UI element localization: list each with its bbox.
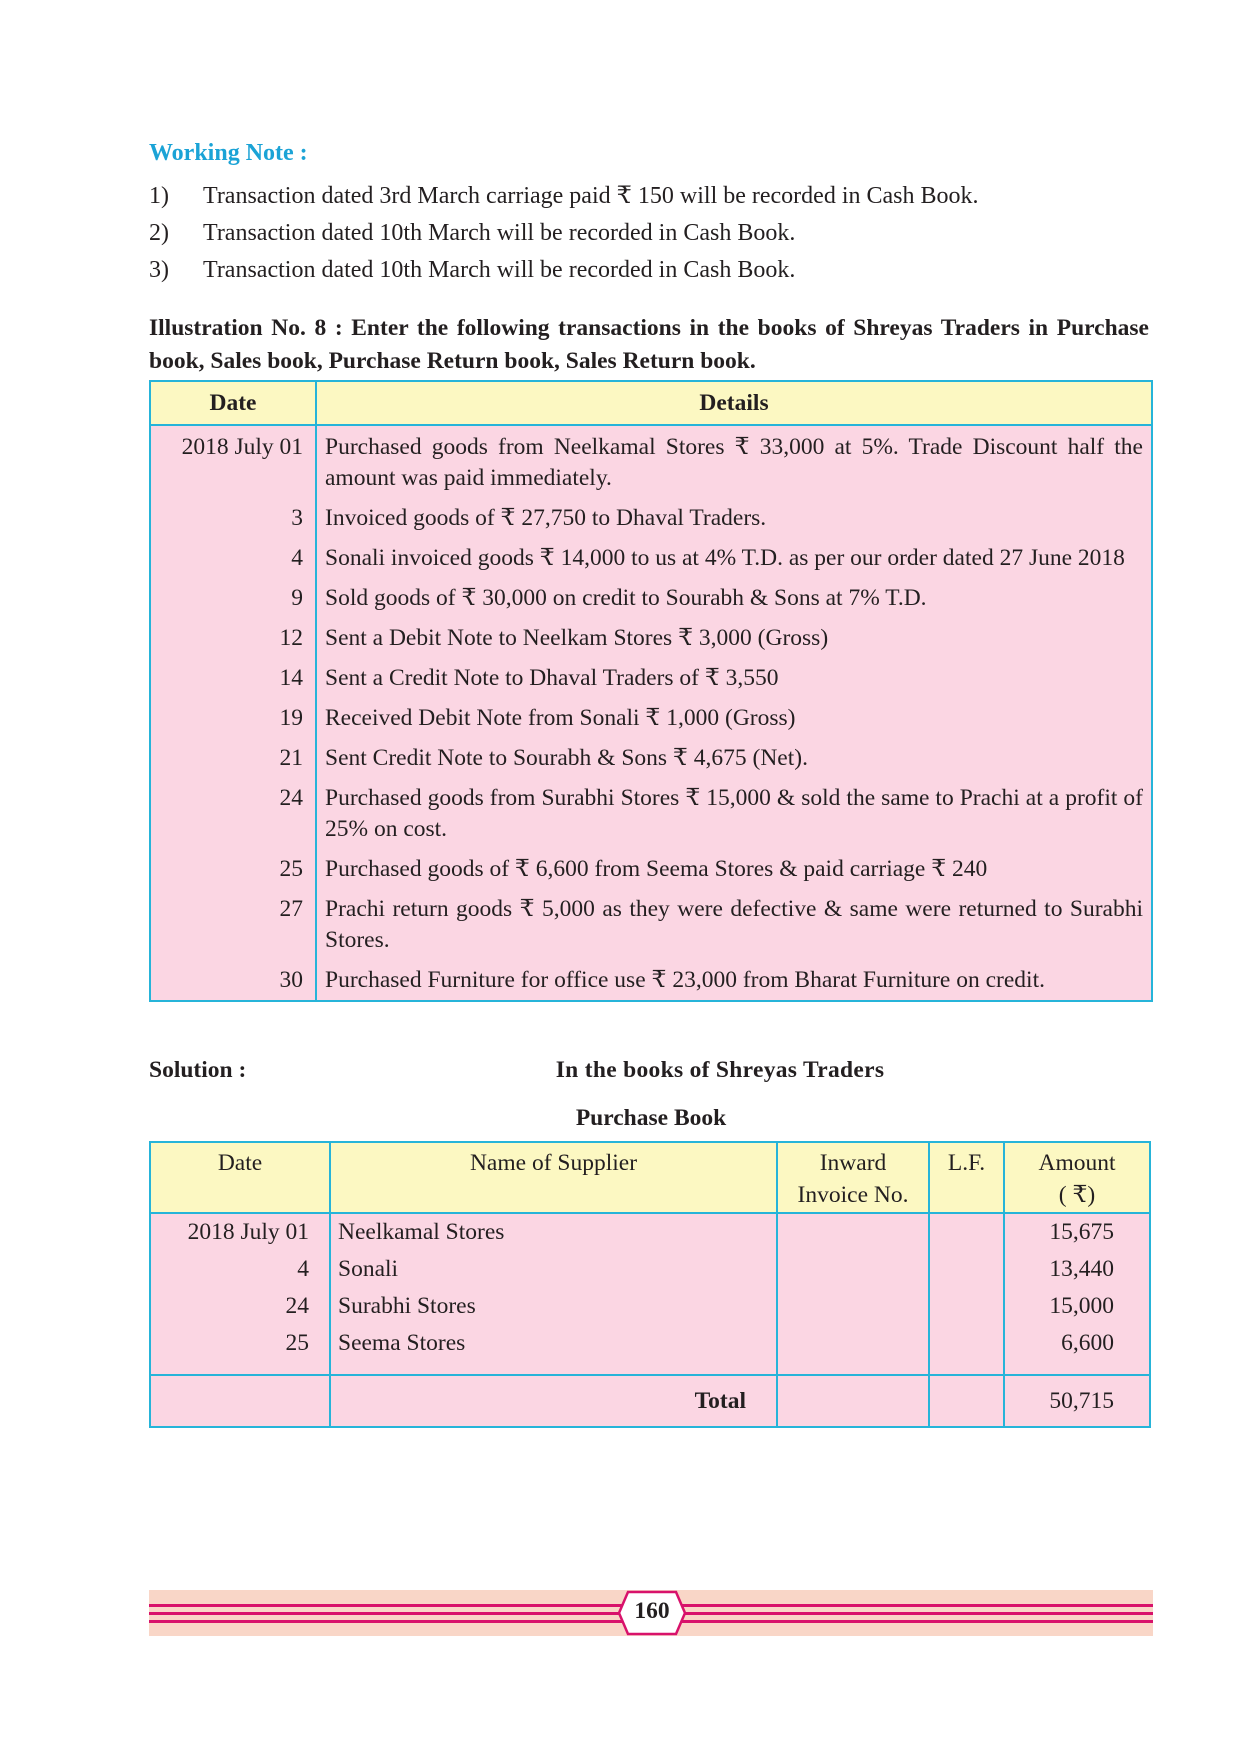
transaction-date: 30: [150, 956, 316, 1001]
illustration-heading: Illustration No. 8 : Enter the following transactions in the books of Shreyas Traders in Purchase book, Sales book, Purchase Return book, Sales Return book.: [149, 315, 1149, 374]
transaction-date: 2018 July 01: [150, 425, 316, 494]
transaction-detail: Purchased goods of ₹ 6,600 from Seema Stores & paid carriage ₹ 240: [316, 845, 1152, 885]
transaction-date: 27: [150, 885, 316, 956]
table-row: [150, 1288, 1150, 1325]
transaction-date: 21: [150, 734, 316, 774]
purchase-amount: 15,675: [1004, 1213, 1150, 1251]
supplier-name: Neelkamal Stores: [330, 1213, 777, 1251]
table-row: [150, 614, 1152, 654]
table-row: [150, 774, 1152, 845]
purchase-book-title: Purchase Book: [575, 1105, 727, 1131]
working-note-list: [149, 178, 1129, 289]
invoice-number: [777, 1251, 929, 1288]
transaction-detail: Sent a Debit Note to Neelkam Stores ₹ 3,000 (Gross): [316, 614, 1152, 654]
purchase-date: 4: [150, 1251, 330, 1288]
transaction-detail: Purchased goods from Surabhi Stores ₹ 15,000 & sold the same to Prachi at a profit of 25% on cost.: [316, 774, 1152, 845]
ledger-folio: [929, 1288, 1004, 1325]
transaction-date: 24: [150, 774, 316, 845]
column-header-details: Details: [316, 381, 1152, 425]
transactions-table: [149, 380, 1153, 1002]
working-note-text: Transaction dated 3rd March carriage paid ₹ 150 will be recorded in Cash Book.: [203, 183, 979, 209]
column-header-supplier: Name of Supplier: [330, 1142, 777, 1213]
table-row: [150, 534, 1152, 574]
table-row: [150, 1213, 1150, 1251]
purchase-book-table: [149, 1141, 1151, 1428]
column-header-date: Date: [150, 381, 316, 425]
transaction-date: 12: [150, 614, 316, 654]
invoice-number: [777, 1325, 929, 1375]
amount-header-line: Amount: [1038, 1150, 1116, 1176]
total-empty-cell: [929, 1375, 1004, 1427]
transaction-date: 19: [150, 694, 316, 734]
page-number: 160: [634, 1598, 670, 1624]
total-amount: 50,715: [1004, 1375, 1150, 1427]
table-row: [150, 494, 1152, 534]
ledger-folio: [929, 1213, 1004, 1251]
purchase-amount: 6,600: [1004, 1325, 1150, 1375]
solution-label: Solution :: [149, 1057, 247, 1083]
purchase-date: 2018 July 01: [150, 1213, 330, 1251]
transaction-detail: Prachi return goods ₹ 5,000 as they were defective & same were returned to Surabhi Stores.: [316, 885, 1152, 956]
transaction-detail: Purchased goods from Neelkamal Stores ₹ 33,000 at 5%. Trade Discount half the amount was paid immediately.: [316, 425, 1152, 494]
table-row: [150, 734, 1152, 774]
supplier-name: Sonali: [330, 1251, 777, 1288]
working-note-item: [149, 178, 1129, 215]
transaction-date: 9: [150, 574, 316, 614]
total-empty-cell: [777, 1375, 929, 1427]
working-note-number: 1): [149, 183, 169, 209]
table-row: [150, 845, 1152, 885]
table-row: [150, 425, 1152, 494]
transaction-detail: Sold goods of ₹ 30,000 on credit to Sourabh & Sons at 7% T.D.: [316, 574, 1152, 614]
total-row: [150, 1375, 1150, 1427]
transaction-detail: Sent a Credit Note to Dhaval Traders of ₹ 3,550: [316, 654, 1152, 694]
invoice-number: [777, 1213, 929, 1251]
working-note-text: Transaction dated 10th March will be recorded in Cash Book.: [203, 220, 796, 246]
table-row: [150, 574, 1152, 614]
ledger-folio: [929, 1325, 1004, 1375]
working-note-title: Working Note :: [149, 140, 308, 166]
working-note-item: [149, 252, 1129, 289]
transaction-detail: Sonali invoiced goods ₹ 14,000 to us at 4% T.D. as per our order dated 27 June 2018: [316, 534, 1152, 574]
working-note-number: 3): [149, 257, 169, 283]
amount-header-line: ( ₹): [1058, 1182, 1096, 1208]
table-row: [150, 1325, 1150, 1375]
column-header-lf: L.F.: [929, 1142, 1004, 1213]
table-row: [150, 885, 1152, 956]
table-row: [150, 1251, 1150, 1288]
invoice-number: [777, 1288, 929, 1325]
invoice-header-line: Inward: [819, 1150, 887, 1176]
working-note-number: 2): [149, 220, 169, 246]
table-row: [150, 694, 1152, 734]
ledger-folio: [929, 1251, 1004, 1288]
transaction-detail: Sent Credit Note to Sourabh & Sons ₹ 4,675 (Net).: [316, 734, 1152, 774]
books-of-heading: In the books of Shreyas Traders: [555, 1057, 885, 1083]
supplier-name: Surabhi Stores: [330, 1288, 777, 1325]
working-note-item: [149, 215, 1129, 252]
transaction-detail: Received Debit Note from Sonali ₹ 1,000 (Gross): [316, 694, 1152, 734]
transaction-detail: Purchased Furniture for office use ₹ 23,000 from Bharat Furniture on credit.: [316, 956, 1152, 1001]
purchase-amount: 15,000: [1004, 1288, 1150, 1325]
column-header-date: Date: [150, 1142, 330, 1213]
table-row: [150, 654, 1152, 694]
column-header-invoice: [777, 1142, 929, 1213]
invoice-header-line: Invoice No.: [797, 1182, 909, 1208]
transaction-date: 3: [150, 494, 316, 534]
supplier-name: Seema Stores: [330, 1325, 777, 1375]
transaction-date: 25: [150, 845, 316, 885]
transaction-detail: Invoiced goods of ₹ 27,750 to Dhaval Traders.: [316, 494, 1152, 534]
column-header-amount: [1004, 1142, 1150, 1213]
transaction-date: 14: [150, 654, 316, 694]
purchase-date: 25: [150, 1325, 330, 1375]
purchase-date: 24: [150, 1288, 330, 1325]
total-empty-cell: [150, 1375, 330, 1427]
table-row: [150, 956, 1152, 1001]
transaction-date: 4: [150, 534, 316, 574]
purchase-amount: 13,440: [1004, 1251, 1150, 1288]
total-label: Total: [330, 1375, 777, 1427]
working-note-text: Transaction dated 10th March will be recorded in Cash Book.: [203, 257, 796, 283]
